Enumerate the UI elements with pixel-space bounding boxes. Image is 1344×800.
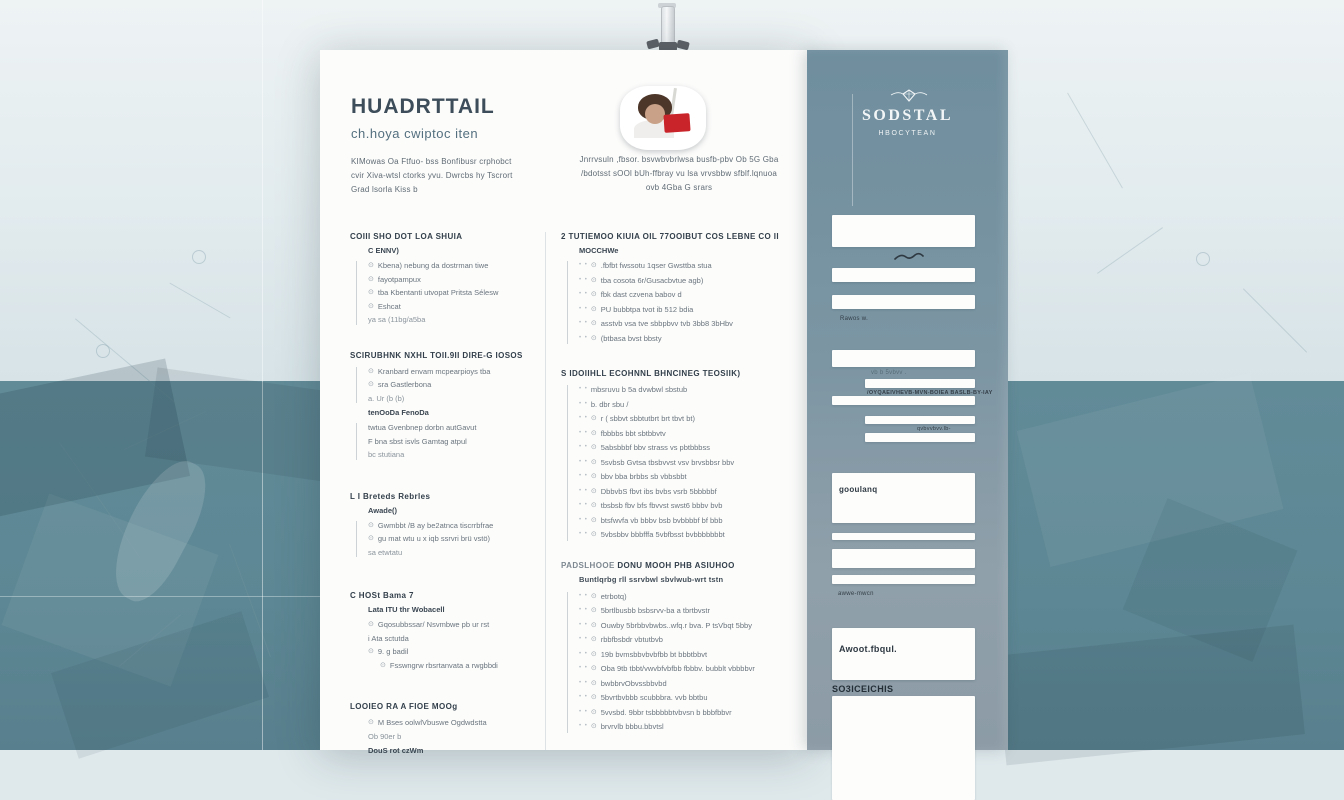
intro-line: /bdotsst sOOl bUh-ffbray vu lsa vrvsbbw sfblf.lqnuoa	[580, 169, 778, 178]
column-left	[350, 232, 536, 755]
list-item-text: PU bubbtpa tvot ib 512 bdia	[600, 304, 694, 314]
ring-icon: ⊙	[590, 458, 597, 466]
dots-icon: • •	[579, 665, 588, 671]
dots-icon: • •	[579, 531, 588, 537]
form-field[interactable]	[832, 533, 975, 540]
dots-icon: • •	[579, 400, 588, 407]
list-item	[579, 412, 795, 427]
field-label: awwe-mwcn	[838, 591, 874, 597]
ring-icon: ⊙	[590, 708, 597, 716]
list-item	[579, 470, 795, 485]
form-field[interactable]	[832, 295, 975, 309]
list-item-text: a. Ur (b (b)	[368, 393, 405, 403]
form-field[interactable]	[832, 628, 975, 680]
ring-icon: ⊙	[590, 607, 597, 614]
bullet-icon: ⊙	[380, 661, 386, 669]
dots-icon: • •	[579, 320, 588, 326]
list-item-text: DbbvbS fbvt ibs bvbs vsrb 5bbbbbf	[600, 486, 717, 496]
dots-icon: • •	[579, 708, 588, 715]
list-item-text: sa etwtatu	[368, 547, 403, 557]
section-host	[350, 591, 536, 672]
ring-icon: ⊙	[590, 679, 597, 687]
list-item-text: tba Kbentanti utvopat Pritsta Sélesw	[377, 288, 499, 297]
section-lead: Buntlqrbg rll ssrvbwl sbvlwub-wrt tstn	[579, 574, 724, 584]
list-item-text: mbsruvu b 5a dvwbwl sbstub	[590, 385, 688, 394]
list-item-text: Eshcat	[377, 301, 401, 311]
section-heading: LOOIEO RA A FIOE MOOg	[350, 702, 458, 711]
ring-icon: ⊙	[590, 429, 597, 437]
list-item	[579, 383, 795, 398]
section-heading	[561, 561, 795, 570]
ring-icon: ⊙	[590, 650, 597, 658]
list-item-text: fayotpampux	[377, 274, 421, 284]
list-item	[579, 590, 795, 605]
ring-icon: ⊙	[590, 694, 597, 701]
list-item	[579, 398, 795, 413]
list-item	[579, 288, 795, 303]
resume-page	[320, 50, 807, 755]
column-middle	[561, 232, 795, 750]
field-label: vb b 5vbvv .	[871, 370, 907, 376]
list-item-text: 5bvrtbvbbb scubbbra. vvb bbtbu	[600, 693, 708, 702]
form-field[interactable]	[832, 473, 975, 523]
list-item-text: Ouwby 5brbbvbwbs..wfq.r bva. P tsVbqt 5bby	[600, 620, 752, 630]
item-list	[350, 618, 536, 672]
list-item-text: fbk dast czvena babov d	[600, 290, 682, 299]
list-item	[579, 274, 795, 289]
sketch-ring	[96, 344, 110, 358]
list-item-text: 5svbsb Gvtsa tbsbvvst vsv brvsbbsr bbv	[600, 457, 735, 467]
sidebar-panel	[807, 50, 1008, 750]
dots-icon: • •	[579, 291, 588, 297]
page-columns	[320, 232, 807, 755]
list-item	[368, 532, 536, 546]
section-subheading: C ENNV)	[368, 246, 399, 255]
list-item-text: 19b bvmsbbvbvbfbb bt bbbtbbvt	[600, 649, 708, 659]
intro-line: cvir Xiva-wtsl ctorks yvu. Dwrcbs hy Tscrort	[351, 171, 513, 180]
bullet-icon: ⊙	[368, 521, 374, 529]
list-item	[579, 662, 795, 677]
item-list	[350, 421, 536, 462]
heading-bold-part: DONU MOOH PHB ASIUHOO	[617, 560, 735, 570]
diamond-icon	[889, 88, 929, 104]
ring-icon: ⊙	[590, 487, 597, 495]
list-item	[368, 392, 536, 406]
brand-subtitle: HBOCYTEAN	[878, 130, 937, 137]
list-item	[579, 604, 795, 619]
list-item	[579, 514, 795, 529]
list-item	[579, 691, 795, 706]
list-item	[579, 677, 795, 692]
form-field[interactable]	[865, 433, 975, 442]
ring-icon: ⊙	[590, 320, 597, 327]
section-subheading: DouS rot czWm	[368, 746, 424, 755]
dots-icon: • •	[579, 607, 588, 613]
photo-red-object	[663, 113, 690, 133]
list-item-text: bbv bba brbbs sb vbbsbbt	[600, 472, 687, 481]
list-item-text: b. dbr sbu /	[590, 399, 629, 409]
list-item	[579, 259, 795, 274]
list-item-text: brvrvlb bbbu.bbvtsl	[600, 722, 664, 731]
list-item-text: F bna sbst isvls Gamtag atpul	[368, 436, 467, 446]
list-item	[579, 485, 795, 500]
form-field[interactable]	[832, 350, 975, 367]
dots-icon: • •	[579, 592, 588, 599]
list-item	[368, 730, 536, 744]
section-heading: L I Breteds Rebrles	[350, 491, 431, 501]
section-technology	[350, 702, 536, 755]
section-subheading: Awade()	[368, 505, 398, 515]
sidebar-section-heading: SO3ICEICHIS	[832, 684, 894, 694]
list-item-text: 5absbbbf bbv strass vs pbtbbbss	[600, 443, 710, 452]
list-item	[368, 632, 536, 646]
dots-icon: • •	[579, 444, 588, 450]
form-field[interactable]	[832, 696, 975, 800]
dots-icon: • •	[579, 694, 588, 700]
list-item-text: Gqosubbssar/ Nsvmbwe pb ur rst	[377, 620, 490, 629]
ring-icon: ⊙	[590, 262, 597, 269]
grid-line	[262, 0, 263, 750]
list-item	[579, 528, 795, 543]
list-item	[368, 286, 536, 300]
bullet-icon: ⊙	[368, 302, 374, 310]
list-item	[579, 619, 795, 634]
list-item	[368, 300, 536, 314]
form-field[interactable]	[865, 416, 975, 424]
dots-icon: • •	[579, 473, 588, 479]
dots-icon: • •	[579, 276, 588, 283]
bullet-icon: ⊙	[368, 719, 374, 726]
list-item-text: 5vvsbd. 9bbr tsbbbbbtvbvsn b bbbfbbvr	[600, 707, 732, 717]
form-field[interactable]	[832, 396, 975, 405]
intro-paragraph-left	[351, 155, 531, 197]
form-field[interactable]	[865, 379, 975, 388]
page-subtitle: ch.hoya cwiptoc iten	[351, 126, 479, 141]
ring-icon: ⊙	[590, 636, 597, 643]
intro-line: ovb 4Gba G srars	[645, 183, 713, 192]
item-list	[350, 519, 536, 560]
bullet-icon: ⊙	[368, 381, 374, 388]
brand-title: SODSTAL	[861, 107, 953, 124]
page-title: HUADRTTAIL	[351, 95, 495, 118]
stand-post	[661, 6, 675, 44]
section-heading: COIII SHO DOT LOA SHUIA	[350, 232, 463, 241]
item-list	[350, 716, 536, 743]
form-field[interactable]	[832, 549, 975, 568]
list-item-text: asstvb vsa tve sbbpbvv tvb 3bb8 3bHbv	[600, 319, 733, 328]
ring-icon: ⊙	[590, 665, 597, 672]
dots-icon: • •	[579, 679, 588, 686]
section-subheading: Lata ITU thr Wobacell	[368, 605, 445, 614]
section-heading: 2 TUTIEMOO KIUIA OIL 77OOIBUT COS LEBNE CO II	[561, 232, 780, 241]
ring-icon: ⊙	[590, 502, 597, 509]
section-subheading: tenOoDa FenoDa	[368, 408, 429, 417]
list-item-text: M Bses oolwlVbuswe Ogdwdstta	[377, 718, 487, 727]
section-awards	[350, 492, 536, 560]
bullet-icon: ⊙	[368, 367, 374, 375]
dots-icon: • •	[579, 516, 588, 523]
field-value: gooulanq	[839, 485, 878, 494]
section-heading: SCIRUBHNK NXHL TOII.9II DIRE-G IOSOS	[350, 350, 523, 360]
ring-icon: ⊙	[590, 516, 597, 524]
list-item-text: ya sa (11bg/a5ba	[368, 315, 426, 324]
profile-photo	[620, 86, 706, 150]
section-contact	[350, 232, 536, 327]
stand-foot	[646, 39, 660, 50]
list-item-text: bc stutiana	[368, 450, 405, 459]
list-item	[579, 427, 795, 442]
dots-icon: • •	[579, 487, 588, 494]
ring-icon: ⊙	[590, 473, 597, 480]
section-experience	[561, 561, 795, 735]
ring-icon: ⊙	[590, 723, 597, 730]
list-item	[368, 313, 536, 327]
ring-icon: ⊙	[590, 276, 597, 284]
ring-icon: ⊙	[590, 334, 597, 342]
list-item	[368, 365, 536, 379]
list-item	[579, 441, 795, 456]
ring-icon: ⊙	[590, 531, 597, 538]
list-item-text: bwbbrvObvssbbvbd	[600, 678, 667, 688]
field-label: qvbvvbvv.lb-	[917, 426, 951, 432]
page-header	[320, 50, 807, 232]
bullet-icon: ⊙	[368, 621, 374, 628]
list-item	[579, 720, 795, 735]
ring-icon: ⊙	[590, 415, 597, 422]
list-item	[368, 716, 536, 730]
list-item	[368, 435, 536, 449]
dots-icon: • •	[579, 415, 588, 421]
list-item-text: rbbfbsbdr vbtutbvb	[600, 635, 663, 644]
list-item	[368, 448, 536, 462]
bullet-icon: ⊙	[368, 535, 374, 542]
list-item-text: Ob 90er b	[368, 731, 402, 741]
list-item	[579, 633, 795, 648]
list-item-text: (btbasa bvst bbsty	[600, 333, 662, 343]
list-item	[368, 378, 536, 392]
list-item-text: btsfwvfa vb bbbv bsb bvbbbbf bf bbb	[600, 515, 723, 525]
signature-mark-icon	[893, 250, 925, 262]
intro-line: KIMowas Oa Ftfuo- bss Bonfibusr crphobct	[351, 157, 512, 166]
list-item-text: Kbena) nebung da dostrman tiwe	[377, 261, 489, 270]
field-label: Rawos w.	[840, 316, 869, 322]
list-item	[368, 421, 536, 435]
bullet-icon: ⊙	[368, 262, 374, 269]
item-list	[561, 590, 795, 735]
photo-face	[645, 104, 665, 124]
field-label: /OYQAEIVHEVB-MVN-BOIEA BASLB-BY-IAY	[867, 390, 993, 396]
list-item-text: 5vbsbbv bbbfffa 5vbfbsst bvbbbbbbbt	[600, 530, 725, 539]
list-item-text: gu mat wtu u x iqb ssrvri brü vstö)	[377, 534, 490, 543]
item-list	[561, 383, 795, 543]
list-item-text: Gwmbbt /B ay be2atnca tiscrrbfrae	[377, 520, 494, 530]
dots-icon: • •	[579, 650, 588, 657]
list-item	[579, 317, 795, 332]
list-item-text: tbsbsb fbv bfs fbvvst swst6 bbbv bvb	[600, 501, 723, 510]
dots-icon: • •	[579, 305, 588, 312]
list-item-text: r ( sbbvt sbbtutbrt brt tbvt bt)	[600, 414, 695, 423]
list-item-text: etrbotq)	[600, 591, 627, 601]
list-item-text: tba cosota 6r/Gusacbvtue agb)	[600, 275, 704, 285]
dots-icon: • •	[579, 386, 588, 392]
list-item	[579, 499, 795, 514]
bullet-icon: ⊙	[368, 289, 374, 296]
document-stand	[645, 0, 693, 52]
ring-icon: ⊙	[590, 621, 597, 629]
bullet-icon: ⊙	[368, 275, 374, 283]
list-item-text: 9. g badil	[377, 647, 409, 656]
list-item	[368, 546, 536, 560]
ring-icon: ⊙	[590, 305, 597, 313]
list-item	[579, 648, 795, 663]
list-item-text: Oba 9tb tbbt/vwvbfvbfbb fbbbv. bubblt vbbbbvr	[600, 664, 755, 673]
sketch-ring	[192, 250, 206, 264]
dots-icon: • •	[579, 621, 588, 628]
intro-line: Jnrrvsuln ,fbsor. bsvwbvbrlwsa busfb-pbv Ob 5G Gba	[579, 155, 779, 164]
section-heading: C HOSt Bama 7	[350, 591, 414, 600]
list-item-text: 5brtlbusbb bsbsrvv-ba a tbrtbvstr	[600, 606, 710, 615]
intro-paragraph-right	[558, 153, 800, 195]
list-item-text: i Ata sctutda	[368, 633, 409, 643]
list-item	[579, 456, 795, 471]
list-item-text: sra Gastlerbona	[377, 380, 432, 389]
list-item-text: fbbbbs bbt sbtbbvtv	[600, 428, 666, 438]
form-field[interactable]	[832, 215, 975, 247]
intro-line: Grad lsorla Kiss b	[351, 185, 418, 194]
dots-icon: • •	[579, 502, 588, 508]
section-training	[561, 369, 795, 543]
item-list	[561, 259, 795, 346]
list-item	[368, 259, 536, 273]
sketch-ring	[1196, 252, 1210, 266]
dots-icon: • •	[579, 636, 588, 642]
form-field[interactable]	[832, 575, 975, 584]
dots-icon: • •	[579, 458, 588, 465]
list-item	[368, 273, 536, 287]
list-item	[579, 706, 795, 721]
field-value: Awoot.fbqul.	[839, 644, 897, 654]
section-heading: S IDOIIHLL ECOHNNL BHNCINEG TEOSIIK)	[561, 369, 741, 378]
column-divider	[545, 232, 546, 750]
ring-icon: ⊙	[590, 444, 597, 451]
section-program	[561, 232, 795, 346]
list-item	[368, 519, 536, 533]
bullet-icon: ⊙	[368, 648, 374, 655]
form-field[interactable]	[832, 268, 975, 282]
list-item	[579, 303, 795, 318]
dots-icon: • •	[579, 429, 588, 436]
heading-light-part: PADSLHOOE	[561, 560, 615, 570]
item-list	[350, 365, 536, 406]
dots-icon: • •	[579, 723, 588, 729]
ring-icon: ⊙	[590, 592, 597, 600]
list-item-text: .fbfbt fwssotu 1qser Gwsttba stua	[600, 261, 712, 270]
list-item-text: twtua Gvenbnep dorbn autGavut	[368, 423, 477, 432]
dots-icon: • •	[579, 334, 588, 341]
list-item	[368, 645, 536, 659]
stand-foot	[676, 40, 690, 51]
list-item	[579, 332, 795, 347]
section-subheading: MOCCHWe	[579, 246, 619, 255]
list-item-text: Fsswngrw rbsrtanvata a rwgbbdi	[389, 660, 498, 670]
ring-icon: ⊙	[590, 291, 597, 298]
dots-icon: • •	[579, 262, 588, 268]
item-list	[350, 259, 536, 327]
list-item	[380, 659, 536, 673]
list-item	[368, 618, 536, 632]
section-education	[350, 351, 536, 462]
list-item-text: Kranbard envam mcpearpioys tba	[377, 366, 491, 376]
